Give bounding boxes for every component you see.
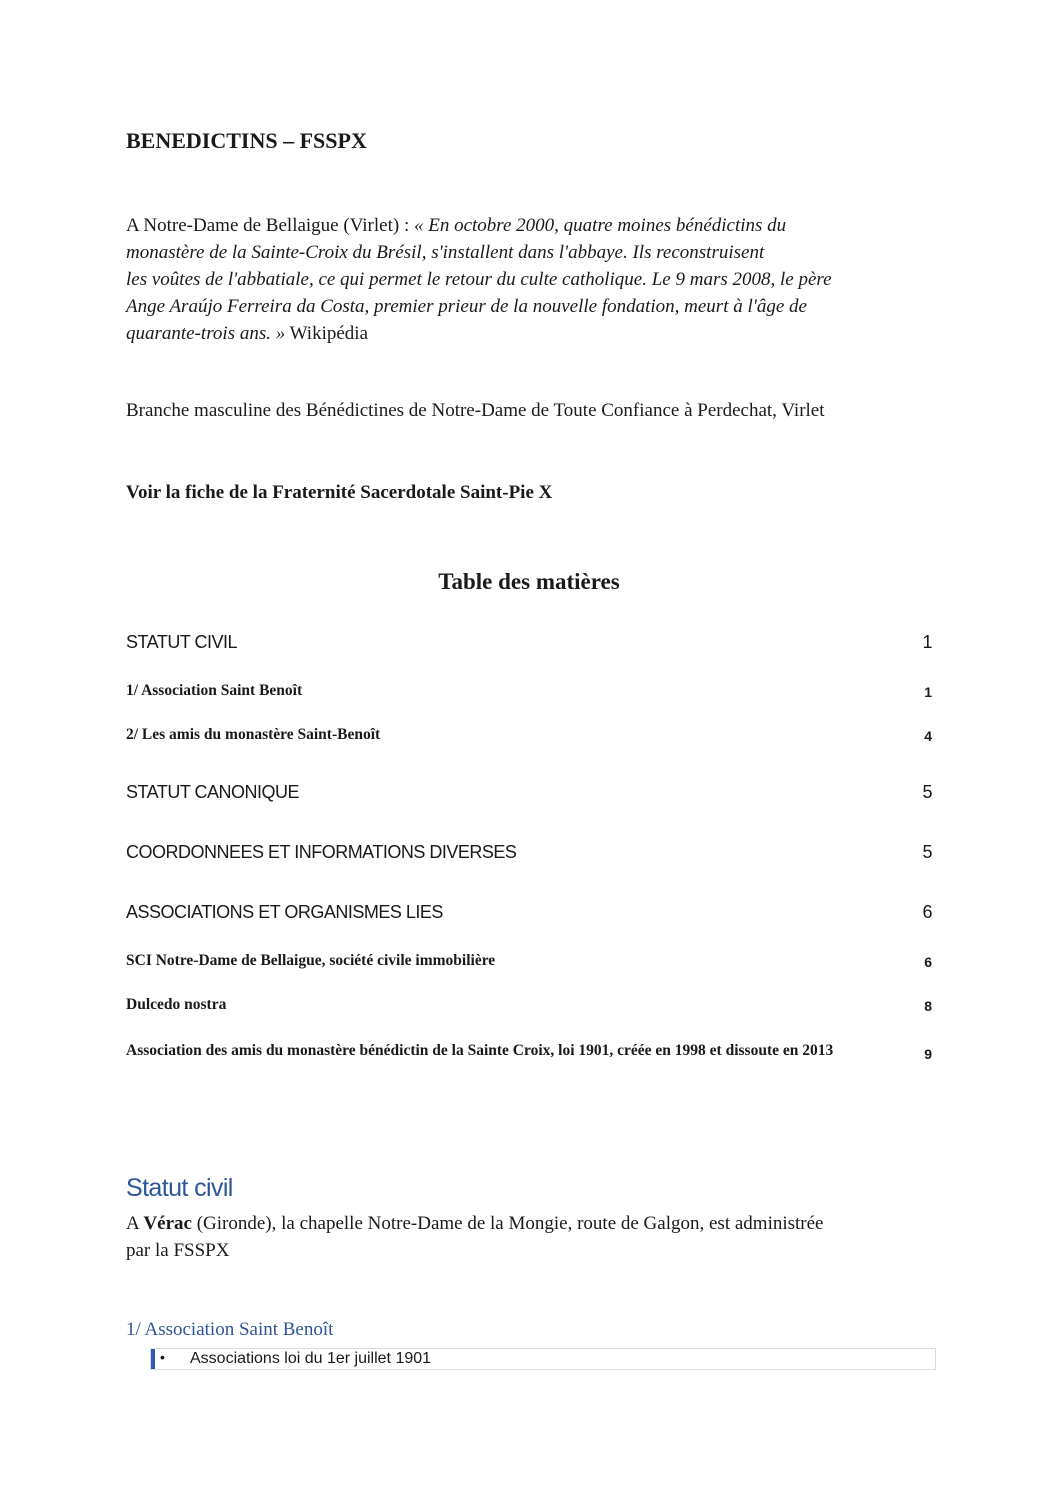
intro-paragraph (126, 212, 936, 347)
toc-entry-page: 6 (922, 902, 932, 922)
section-text-rest: (Gironde), la chapelle Notre-Dame de la Mongie, route de Galgon, est administrée (191, 1213, 824, 1234)
section-line-1 (126, 1210, 936, 1237)
toc-entry-page: 5 (922, 842, 932, 862)
intro-quote-line-2: monastère de la Sainte-Croix du Brésil, s'installent dans l'abbaye. Ils reconstruisent (126, 242, 765, 263)
intro-line-4 (126, 293, 936, 320)
toc-entry-dulcedo-nostra[interactable] (126, 996, 932, 1014)
intro-quote-line-3: les voûtes de l'abbatiale, ce qui permet le retour du culte catholique. Le 9 mars 2008, le père (126, 269, 832, 290)
section-text-prefix: A (126, 1213, 144, 1234)
branch-text: Branche masculine des Bénédictines de Notre-Dame de Toute Confiance à Perdechat, Virlet (126, 400, 825, 421)
toc-entry-text: COORDONNEES ET INFORMATIONS DIVERSES (126, 842, 517, 862)
toc-entry-sci-bellaigue[interactable] (126, 952, 932, 970)
intro-quote-line-1: « En octobre 2000, quatre moines bénédictins du (413, 215, 787, 236)
toc-heading: Table des matières (438, 569, 620, 594)
toc-entry-statut-civil[interactable] (126, 632, 932, 653)
toc-entry-text: STATUT CANONIQUE (126, 782, 300, 802)
toc-entry-statut-canonique[interactable] (126, 782, 932, 803)
intro-quote-line-5: quarante-trois ans. » (126, 323, 286, 344)
toc-entry-text: SCI Notre-Dame de Bellaigue, société civile immobilière (126, 952, 496, 969)
toc-entry-page: 1 (922, 632, 932, 652)
document-title: BENEDICTINS – FSSPX (126, 128, 367, 153)
toc-entry-text: Association des amis du monastère bénédictin de la Sainte Croix, loi 1901, créée en 1998 et dissoute en 2013 (126, 1042, 834, 1059)
intro-line-5 (126, 320, 936, 347)
toc-entry-text: 1/ Association Saint Benoît (126, 682, 303, 699)
section-line-2: par la FSSPX (126, 1240, 230, 1261)
subsection-heading-association: 1/ Association Saint Benoît (126, 1319, 334, 1340)
section-paragraph (126, 1210, 936, 1264)
toc-entry-page: 1 (924, 684, 932, 700)
list-item-marker (151, 1349, 155, 1369)
toc-entry-page: 4 (924, 728, 932, 744)
intro-quote-line-4: Ange Araújo Ferreira da Costa, premier prieur de la nouvelle fondation, meurt à l'âge de (126, 296, 807, 317)
section-heading-statut-civil: Statut civil (126, 1174, 233, 1202)
toc-entry-coordonnees[interactable] (126, 842, 932, 863)
intro-line-2 (126, 239, 936, 266)
toc-entry-text: Dulcedo nostra (126, 996, 227, 1013)
fsspx-fiche-link[interactable]: Voir la fiche de la Fraternité Sacerdotale Saint-Pie X (126, 482, 553, 503)
toc-entry-page: 5 (922, 782, 932, 802)
toc-entry-page: 8 (924, 998, 932, 1014)
toc-entry-page: 9 (924, 1046, 932, 1062)
toc-entry-text: ASSOCIATIONS ET ORGANISMES LIES (126, 902, 443, 922)
intro-source: Wikipédia (285, 323, 369, 344)
section-text-verac: Vérac (143, 1213, 192, 1234)
toc-entry-amis-monastere[interactable] (126, 726, 932, 744)
toc-entry-text: 2/ Les amis du monastère Saint-Benoît (126, 726, 381, 743)
list-item-text: Associations loi du 1er juillet 1901 (190, 1350, 432, 1367)
intro-line-1 (126, 212, 936, 239)
toc-entry-association-saint-benoit[interactable] (126, 682, 932, 700)
bullet-icon: • (160, 1349, 165, 1365)
intro-prefix: A Notre-Dame de Bellaigue (Virlet) : (126, 215, 414, 236)
toc-entry-text: STATUT CIVIL (126, 632, 238, 652)
toc-entry-associations-organismes[interactable] (126, 902, 932, 923)
toc-entry-amis-sainte-croix[interactable] (126, 1040, 932, 1062)
intro-line-3 (126, 266, 936, 293)
toc-entry-page: 6 (924, 954, 932, 970)
